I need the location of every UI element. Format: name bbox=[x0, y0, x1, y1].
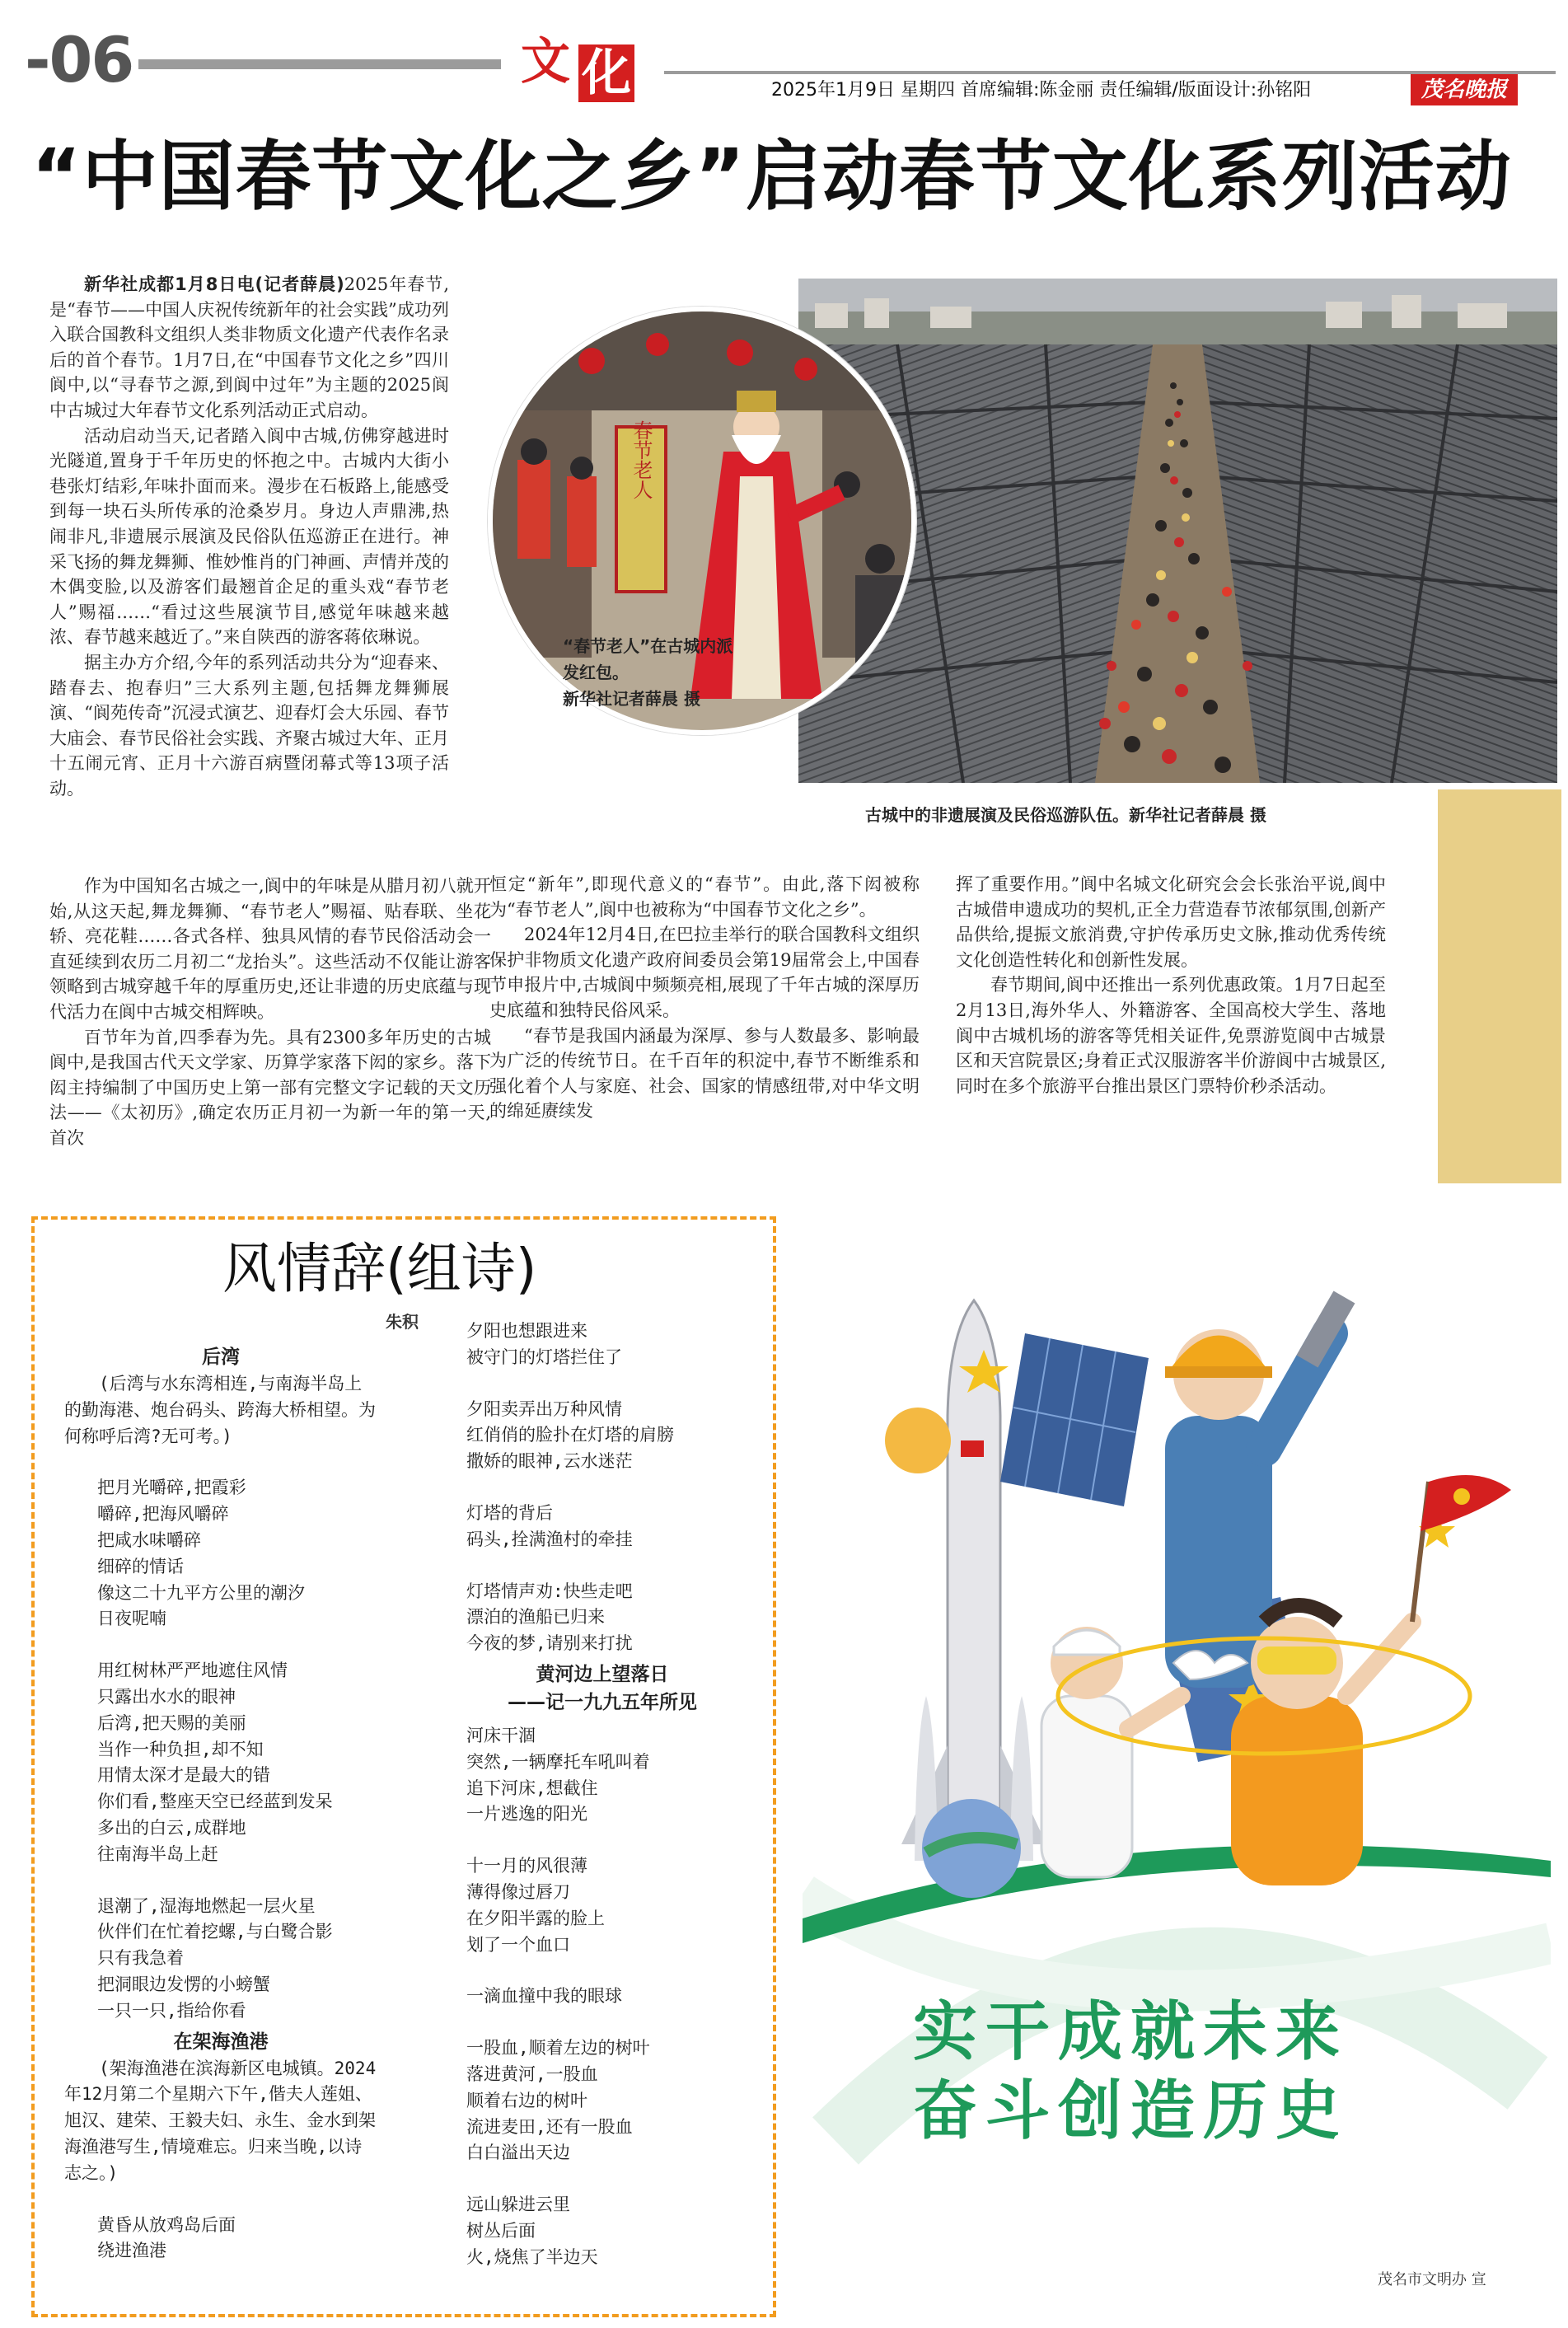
poem-stanza bbox=[466, 1723, 738, 1828]
poem-author: 朱积 bbox=[386, 1312, 419, 1332]
page-number: -06 bbox=[25, 23, 133, 96]
poem-title-huanghe: 黄河边上望落日 bbox=[536, 1663, 669, 1685]
article-paragraph-text: 2025年春节,是“春节——中国人庆祝传统新年的社会实践”成功列入联合国教科文组织人类非物质文化遗产代表作名录后的首个春节。1月7日,在“中国春节文化之乡”四川阆中,以“寻春节之源,到阆中过年”为主题的2025阆中古城过大年春节文化系列活动正式启动。 bbox=[49, 274, 449, 420]
poem-line: 树丛后面 bbox=[466, 2220, 536, 2241]
poem-line: 把洞眼边发愣的小螃蟹 bbox=[97, 1974, 270, 1994]
poem-line: 远山躲进云里 bbox=[466, 2195, 570, 2215]
poem-stanza bbox=[466, 1501, 738, 1553]
poem-line: 只露出水水的眼神 bbox=[97, 1686, 236, 1707]
newspaper-logo: 茂名晚报 bbox=[1411, 74, 1518, 105]
poem-line: 细碎的情话 bbox=[97, 1556, 184, 1576]
poem-line: 你们看,整座天空已经蓝到发呆 bbox=[97, 1792, 333, 1812]
poem-stanza bbox=[64, 1894, 377, 2025]
poem-line: 后湾,把天赐的美丽 bbox=[97, 1712, 246, 1733]
poster-credit: 茂名市文明办 宣 bbox=[1378, 2271, 1486, 2288]
poem-line: 日夜呢喃 bbox=[97, 1609, 166, 1629]
poem-line: 只有我急着 bbox=[97, 1948, 184, 1969]
poem-collection-title: 风情辞(组诗) bbox=[222, 1237, 537, 1300]
poem-line: 把咸水味嚼碎 bbox=[97, 1529, 201, 1550]
poem-line: 白白溢出天边 bbox=[466, 2143, 570, 2163]
poem-stanza bbox=[466, 1984, 738, 2010]
banner-text-1: 春节老人 bbox=[630, 420, 653, 499]
poem-column-2 bbox=[466, 1319, 738, 2307]
circle-photo-caption bbox=[563, 633, 810, 712]
poem-line: 当作一种负担,却不知 bbox=[97, 1739, 264, 1759]
poem-line: 把月光嚼碎,把霞彩 bbox=[97, 1478, 246, 1498]
article-paragraph: 活动启动当天,记者踏入阆中古城,仿佛穿越进时光隧道,置身于千年历史的怀抱之中。古城内大街小巷张灯结彩,年味扑面而来。漫步在石板路上,能感受到每一块石头所传承的沧桑岁月。身边人声鼎沸,热闹非凡,非遗展示展演及民俗队伍巡游正在进行。神采飞扬的舞龙舞狮、惟妙惟肖的门神画、声情并茂的木偶变脸,以及游客们最翘首企足的重头戏“春节老人”赐福……“看过这些展演节目,感觉年味越来越浓、春节越来越近了。”来自陕西的游客蒋依琳说。 bbox=[49, 425, 449, 648]
poem-line: 撒娇的眼神,云水迷茫 bbox=[466, 1451, 633, 1472]
section-label bbox=[517, 33, 639, 104]
poem-line: 薄得像过唇刀 bbox=[466, 1881, 570, 1902]
poster-slogan-line-2: 奋斗创造历史 bbox=[913, 2074, 1349, 2148]
poem-line: 一只一只,指给你看 bbox=[97, 2000, 246, 2021]
poem-line: 一股血,顺着左边的树叶 bbox=[466, 2038, 650, 2059]
section-char-2: 化 bbox=[578, 44, 634, 102]
poem-line: 灯塔的背后 bbox=[466, 1502, 553, 1523]
article-column-1-top bbox=[49, 272, 449, 874]
poem-line: 十一月的风很薄 bbox=[466, 1856, 587, 1876]
poem-line: 划了一个血口 bbox=[466, 1934, 570, 1955]
poem-line: 在夕阳半露的脸上 bbox=[466, 1908, 605, 1928]
section-char-1: 文 bbox=[521, 33, 570, 91]
circle-caption-line-1: “春节老人”在古城内派 bbox=[563, 636, 733, 656]
article-paragraph bbox=[49, 272, 449, 424]
poem-line: 嚼碎,把海风嚼碎 bbox=[97, 1504, 229, 1525]
public-service-poster bbox=[803, 1234, 1551, 2319]
poem-line: 伙伴们在忙着挖螺,与白鹭合影 bbox=[97, 1922, 333, 1942]
poem-line: 落进黄河,一股血 bbox=[466, 2063, 598, 2084]
poem-stanza bbox=[64, 1475, 377, 1632]
poem-preface: (后湾与水东湾相连,与南海半岛上的勤海港、炮台码头、跨海大桥相望。为何称呼后湾?无可考。) bbox=[64, 1374, 376, 1446]
poem-column-1 bbox=[64, 1343, 377, 2307]
poem-stanza bbox=[466, 1579, 738, 1657]
poem-line: 退潮了,湿海地燃起一层火星 bbox=[97, 1895, 316, 1916]
article-column-1-bottom bbox=[49, 874, 491, 1187]
main-photo-caption: 古城中的非遗展演及民俗巡游队伍。新华社记者薛晨 摄 bbox=[865, 805, 1266, 825]
poem-line: 突然,一辆摩托车吼叫着 bbox=[466, 1751, 650, 1772]
poem-stanza bbox=[466, 1319, 738, 1371]
poem-stanza bbox=[466, 1397, 738, 1475]
poem-line: 夕阳卖弄出万种风情 bbox=[466, 1398, 622, 1419]
poem-line: 绕进渔港 bbox=[97, 2241, 166, 2261]
red-flag-icon bbox=[1412, 1475, 1511, 1622]
poem-stanza bbox=[466, 1853, 738, 1958]
nurse-figure-icon bbox=[1041, 1627, 1182, 1877]
poem-line: 被守门的灯塔拦住了 bbox=[466, 1347, 622, 1367]
article-paragraph: 2024年12月4日,在巴拉圭举行的联合国教科文组织保护非物质文化遗产政府间委员会第19届常会上,中国春节申报片中,古城阆中频频亮相,展现了千年古城的深厚历史底蕴和独特民俗风采。 bbox=[489, 925, 920, 1020]
article-paragraph: 挥了重要作用。”阆中名城文化研究会会长张治平说,阆中古城借申遗成功的契机,正全力营造春节浓郁氛围,创新产品供给,提振文旅消费,守护传承历史文脉,推动优秀传统文化创造性转化和创新性发展。 bbox=[956, 874, 1386, 970]
poem-line: 码头,拴满渔村的牵挂 bbox=[466, 1529, 633, 1549]
article-column-3 bbox=[956, 872, 1386, 1185]
poem-preface: (架海渔港在滨海新区电城镇。2024年12月第二个星期六下午,偕夫人莲姐、旭汉、建荣、王毅夫妇、永生、金水到架海渔港写生,情境难忘。归来当晚,以诗志之。) bbox=[64, 2058, 377, 2183]
poem-line: 用红树林严严地遮住风情 bbox=[97, 1661, 288, 1681]
poem-line: 往南海半岛上赶 bbox=[97, 1843, 218, 1864]
article-paragraph: 百节年为首,四季春为先。具有2300多年历史的古城阆中,是我国古代天文学家、历算学家落下闳的家乡。落下闳主持编制了中国历史上第一部有完整文字记载的天文历法——《太初历》,确定农历正月初一为新一年的第一天,首次 bbox=[49, 1027, 491, 1148]
circle-caption-credit: 新华社记者薛晨 摄 bbox=[563, 689, 700, 709]
poem-line: 灯塔情声劝:快些走吧 bbox=[466, 1581, 633, 1601]
poster-slogan-line-1: 实干成就未来 bbox=[913, 1995, 1349, 2069]
poem-line: 流进麦田,还有一股血 bbox=[466, 2116, 633, 2137]
poem-line: 漂泊的渔船已归来 bbox=[466, 1607, 605, 1628]
header-rule-left bbox=[138, 59, 501, 69]
poem-title-jiahai: 在架海渔港 bbox=[173, 2031, 269, 2053]
article-column-2 bbox=[489, 872, 920, 1185]
date-editor-line: 2025年1月9日 星期四 首席编辑:陈金丽 责任编辑/版面设计:孙铭阳 bbox=[771, 80, 1312, 101]
article-dateline: 新华社成都1月8日电(记者薛晨) bbox=[84, 274, 344, 294]
poem-line: 像这二十九平方公里的潮汐 bbox=[97, 1582, 305, 1603]
article-paragraph: 据主办方介绍,今年的系列活动共分为“迎春来、踏春去、抱春归”三大系列主题,包括舞龙舞狮展演、“阆苑传奇”沉浸式演艺、迎春灯会大乐园、春节大庙会、春节民俗社会实践、齐聚古城过大年、正月十五闹元宵、正月十六游百病暨闭幕式等13项子活动。 bbox=[49, 652, 449, 799]
poem-line: 今夜的梦,请别来打扰 bbox=[466, 1633, 633, 1654]
poem-stanza bbox=[64, 2213, 377, 2265]
poem-line: 追下河床,想截住 bbox=[466, 1778, 598, 1798]
article-paragraph: 春节期间,阆中还推出一系列优惠政策。1月7日起至2月13日,海外华人、外籍游客、全国高校大学生、落地阆中古城机场的游客等凭相关证件,免票游览阆中古城景区和天宫院景区;身着正式汉服游客半价游阆中古城景区,同时在多个旅游平台推出景区门票特价秒杀活动。 bbox=[956, 975, 1386, 1096]
poem-stanza bbox=[466, 2192, 738, 2270]
circle-caption-line-2: 发红包。 bbox=[563, 663, 629, 682]
poem-line: 一片逃逸的阳光 bbox=[466, 1804, 587, 1824]
poem-title-houwan: 后湾 bbox=[202, 1347, 240, 1368]
article-paragraph: 恒定“新年”,即现代意义的“春节”。由此,落下闳被称为“春节老人”,阆中也被称为“中国春节文化之乡”。 bbox=[489, 874, 920, 920]
poem-stanza bbox=[64, 1658, 377, 1867]
poem-line: 黄昏从放鸡岛后面 bbox=[97, 2214, 236, 2235]
poem-line: 夕阳也想跟进来 bbox=[466, 1321, 587, 1341]
article-paragraph: “春节是我国内涵最为深厚、参与人数最多、影响最为广泛的传统节日。在千百年的积淀中,春节不断维系和强化着个人与家庭、社会、国家的情感纽带,对中华文明的绵延赓续发 bbox=[489, 1025, 920, 1122]
poem-line: 河床干涸 bbox=[466, 1725, 536, 1745]
poem-line: 顺着右边的树叶 bbox=[466, 2090, 587, 2110]
poem-line: 多出的白云,成群地 bbox=[97, 1817, 246, 1838]
header-meta-bar bbox=[664, 71, 1556, 105]
decorative-gold-bar bbox=[1438, 789, 1561, 1183]
poster-slogan bbox=[913, 1993, 1348, 2151]
poem-line: 红俏俏的脸扑在灯塔的肩膀 bbox=[466, 1425, 674, 1445]
article-paragraph: 作为中国知名古城之一,阆中的年味是从腊月初八就开始,从这天起,舞龙舞狮、“春节老人”赐福、贴春联、坐花轿、亮花鞋……各式各样、独具风情的春节民俗活动会一直延续到农历二月初二“龙抬头”。这些活动不仅能让游客领略到古城穿越千年的厚重历史,还让非遗的历史底蕴与现代活力在阆中古城交相辉映。 bbox=[49, 876, 491, 1022]
poem-line: 用情太深才是最大的错 bbox=[97, 1765, 270, 1786]
poem-stanza bbox=[466, 2035, 738, 2166]
article-headline: “中国春节文化之乡”启动春节文化系列活动 bbox=[31, 133, 1512, 221]
poem-subtitle: ——记一九九五年所见 bbox=[508, 1691, 697, 1713]
poem-line: 火,烧焦了半边天 bbox=[466, 2246, 598, 2267]
poem-line: 一滴血撞中我的眼球 bbox=[466, 1986, 622, 2007]
